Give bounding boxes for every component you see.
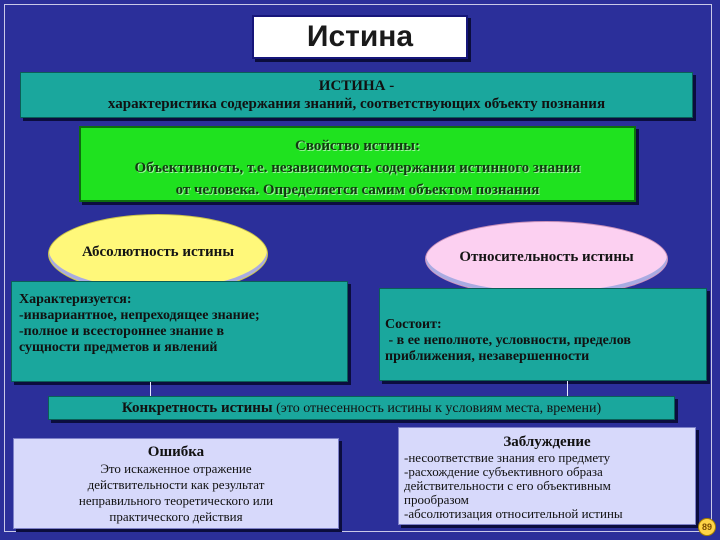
property-heading: Свойство истины:: [295, 138, 420, 154]
absolute-description-box: [11, 281, 348, 382]
definition-text: характеристика содержания знаний, соответствующих объекту познания: [107, 96, 606, 112]
error-heading: Ошибка: [147, 444, 205, 460]
error-text-line: неправильного теоретического или: [78, 493, 274, 508]
property-text-line: Объективность, т.е. независимость содержания истинного знания: [134, 160, 581, 176]
delusion-heading: Заблуждение: [503, 434, 591, 450]
delusion-list: [399, 451, 695, 521]
description-line: приближения, незавершенности: [385, 349, 590, 364]
description-line: -полное и всестороннее знание в: [19, 324, 225, 339]
description-line: Состоит:: [385, 317, 442, 332]
error-box: [13, 438, 339, 529]
delusion-box: [398, 427, 696, 525]
description-line: -инвариантное, непреходящее знание;: [19, 308, 260, 323]
property-box: [79, 126, 636, 202]
connector-line: [567, 381, 568, 396]
delusion-item: действительности с его объективным: [404, 478, 611, 493]
definition-box: [20, 72, 693, 118]
page-title: Истина: [306, 20, 414, 53]
relative-truth-ellipse: [425, 221, 668, 297]
delusion-item: -абсолютизация относительной истины: [404, 506, 623, 521]
delusion-item: -расхождение субъективного образа: [404, 464, 603, 479]
page-number: 89: [701, 522, 712, 532]
delusion-item: прообразом: [404, 492, 469, 507]
concreteness-box: [48, 396, 675, 420]
error-text-line: практического действия: [109, 509, 243, 524]
relative-truth-label: Относительность истины: [459, 248, 634, 265]
error-text-line: действительности как результат: [87, 477, 265, 492]
description-line: Характеризуется:: [19, 292, 132, 307]
connector-line: [150, 382, 151, 396]
property-text-line: от человека. Определяется самим объектом познания: [175, 182, 540, 198]
page-number-badge: [698, 518, 716, 536]
absolute-truth-label: Абсолютность истины: [81, 243, 235, 260]
title-box: [252, 15, 468, 59]
delusion-item: -несоответствие знания его предмету: [404, 450, 611, 465]
concreteness-note: (это отнесенность истины к условиям места, времени): [272, 401, 602, 416]
definition-heading: ИСТИНА -: [318, 78, 395, 94]
description-line: - в ее неполноте, условности, пределов: [385, 333, 631, 348]
concreteness-label: Конкретность истины: [121, 400, 273, 416]
relative-description-box: [379, 288, 707, 381]
error-text-line: Это искаженное отражение: [100, 461, 252, 476]
description-line: сущности предметов и явлений: [19, 340, 218, 355]
